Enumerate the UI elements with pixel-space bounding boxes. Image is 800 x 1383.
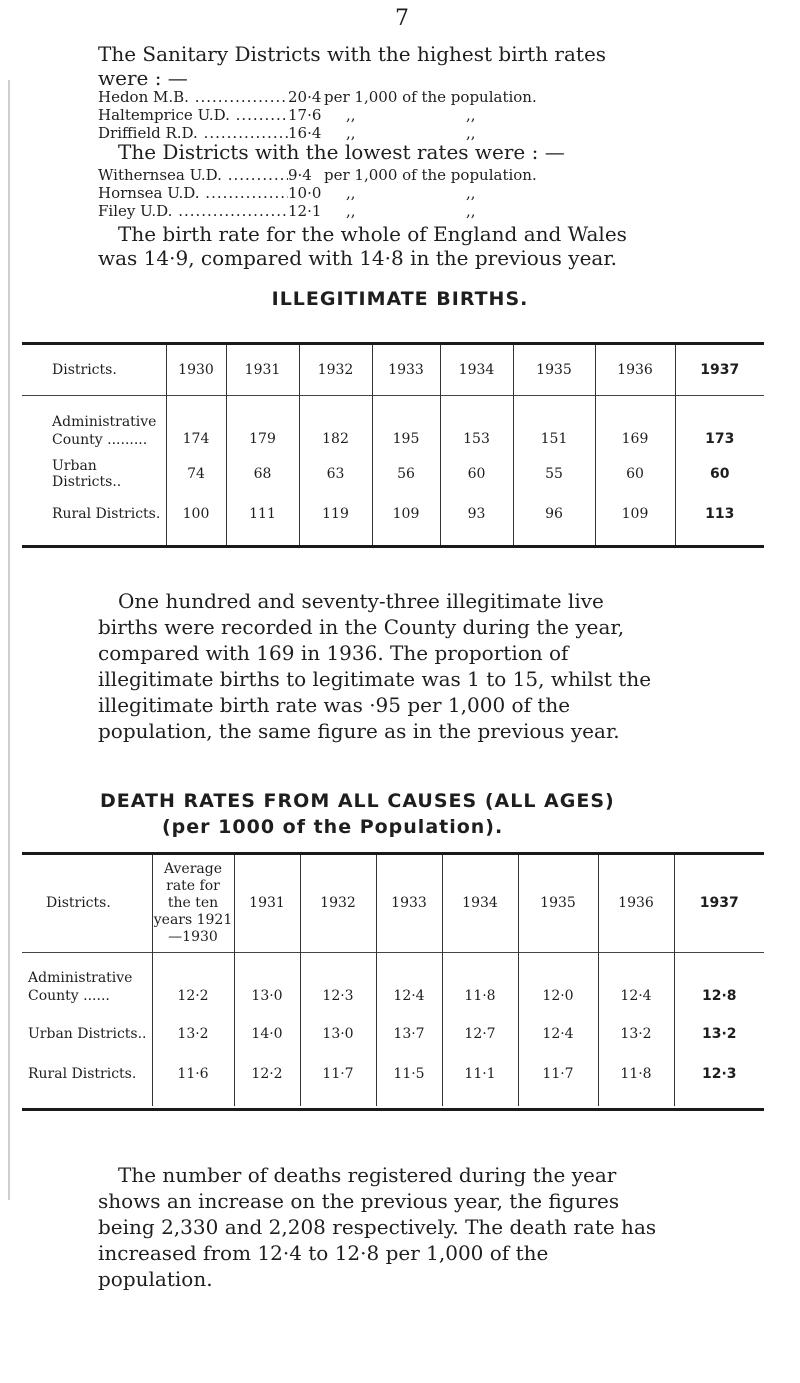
page-spine-shadow [8, 80, 10, 1200]
death-rates-table [22, 855, 764, 1106]
column-header: 1933 [372, 345, 440, 395]
death-rates-subheading: (per 1000 of the Population). [162, 816, 504, 838]
row-label: Urban Districts.. [22, 1012, 152, 1056]
table-header-row [22, 855, 764, 952]
table-cell: 12·0 [518, 952, 598, 1012]
table-cell: 12·7 [442, 1012, 518, 1056]
page-number: 7 [395, 6, 409, 31]
column-header: Districts. [22, 345, 166, 395]
table-cell: 13·0 [234, 952, 300, 1012]
table-cell: 119 [299, 495, 372, 545]
column-header: 1935 [513, 345, 595, 395]
table-cell: 60 [710, 466, 730, 482]
table-cell: 11·1 [442, 1056, 518, 1106]
table-row [22, 453, 764, 495]
table-cell: 11·8 [442, 952, 518, 1012]
ditto-mark: ,, [466, 124, 476, 142]
table-cell: 11·6 [152, 1056, 234, 1106]
row-label: Administrative County ......... [22, 395, 166, 453]
table-cell: 63 [299, 453, 372, 495]
list-item [98, 166, 624, 184]
rate-unit: per 1,000 of the population. [324, 166, 537, 184]
column-header: 1937 [699, 895, 739, 912]
ditto-mark: ,, [346, 202, 356, 220]
row-label: Rural Districts. [22, 1056, 152, 1106]
birth-rate-value: 12·1 [288, 202, 322, 220]
table-cell: 111 [226, 495, 299, 545]
highest-rates-intro: The Sanitary Districts with the highest birth rates were : — [98, 42, 607, 90]
column-header: 1936 [598, 855, 674, 952]
death-rates-heading: DEATH RATES FROM ALL CAUSES (ALL AGES) [100, 790, 615, 812]
table-cell: 68 [226, 453, 299, 495]
highest-rates-list [98, 88, 624, 142]
table-cell: 14·0 [234, 1012, 300, 1056]
birth-rate-value: 10·0 [288, 184, 322, 202]
table-cell: 12·4 [376, 952, 442, 1012]
table-cell: 12·4 [598, 952, 674, 1012]
death-rate-text: The number of deaths registered during the year shows an increase on the previous year, the figures being 2,330 and 2,208 respectively. The death rate has increased from 12·4 to 12·8 per 1,000 of the population. [98, 1163, 657, 1291]
row-label: Urban Districts.. [22, 453, 166, 495]
table-cell: 12·2 [234, 1056, 300, 1106]
column-header: 1931 [234, 855, 300, 952]
table-cell: 12·2 [152, 952, 234, 1012]
table-cell: 151 [513, 395, 595, 453]
ditto-mark: ,, [466, 202, 476, 220]
column-header: 1934 [442, 855, 518, 952]
table-cell: 13·7 [376, 1012, 442, 1056]
table-cell: 182 [299, 395, 372, 453]
rate-unit: per 1,000 of the population. [324, 88, 537, 106]
column-header: 1937 [700, 361, 740, 378]
list-item [98, 88, 624, 106]
table-row [22, 1012, 764, 1056]
list-item [98, 184, 624, 202]
district-name: Hornsea U.D. ..... [98, 184, 288, 202]
table-cell: 113 [705, 506, 735, 522]
list-item [98, 106, 624, 124]
district-name: Withernsea U.D. ..... [98, 166, 288, 184]
table-cell: 173 [705, 431, 735, 448]
ditto-mark: ,, [466, 106, 476, 124]
column-header: 1932 [299, 345, 372, 395]
table-cell: 12·4 [518, 1012, 598, 1056]
birth-rate-value: 20·4 [288, 88, 322, 106]
table-cell: 12·3 [701, 1066, 737, 1082]
table-header-row [22, 345, 764, 395]
table-cell: 12·3 [300, 952, 376, 1012]
district-name: Driffield R.D. ..... [98, 124, 288, 142]
ditto-mark: ,, [346, 184, 356, 202]
table-cell: 174 [166, 395, 226, 453]
row-label: Administrative County ...... [22, 952, 152, 1012]
table-cell: 13·2 [152, 1012, 234, 1056]
table-cell: 11·8 [598, 1056, 674, 1106]
ditto-mark: ,, [346, 124, 356, 142]
table-cell: 74 [166, 453, 226, 495]
table-cell: 169 [595, 395, 675, 453]
illegitimate-births-text: One hundred and seventy-three illegitimate live births were recorded in the County during the year, compared with 169 in 1936. The proportion of illegitimate births to legitimate was 1 to 15, whilst the illegitimate birth rate was ·95 per 1,000 of the population, the same figure as in the previous year. [98, 589, 652, 743]
birth-rate-value: 9·4 [288, 166, 312, 184]
table-row [22, 952, 764, 1012]
district-name: Haltemprice U.D. ..... [98, 106, 288, 124]
table-cell: 96 [513, 495, 595, 545]
table-cell: 11·5 [376, 1056, 442, 1106]
table-cell: 55 [513, 453, 595, 495]
table-cell: 11·7 [300, 1056, 376, 1106]
table-cell: 109 [595, 495, 675, 545]
list-item [98, 202, 624, 220]
table-cell: 60 [595, 453, 675, 495]
table-cell: 60 [440, 453, 513, 495]
table-cell: 12·8 [701, 988, 737, 1005]
table-cell: 195 [372, 395, 440, 453]
table-cell: 100 [166, 495, 226, 545]
table-cell: 179 [226, 395, 299, 453]
table-cell: 13·2 [598, 1012, 674, 1056]
ditto-mark: ,, [466, 184, 476, 202]
illegitimate-births-heading: ILLEGITIMATE BIRTHS. [271, 288, 529, 310]
column-header: 1933 [376, 855, 442, 952]
table-row [22, 495, 764, 545]
table-cell: 153 [440, 395, 513, 453]
ditto-mark: ,, [346, 106, 356, 124]
table-cell: 109 [372, 495, 440, 545]
table-bottom-rule [22, 545, 764, 548]
column-header: Districts. [22, 855, 152, 952]
column-header: 1932 [300, 855, 376, 952]
england-wales-birth-rate: The birth rate for the whole of England and Wales was 14·9, compared with 14·8 in the previous year. [98, 222, 627, 270]
lowest-rates-intro: The Districts with the lowest rates were : — [118, 140, 565, 164]
table-bottom-rule [22, 1108, 764, 1111]
district-name: Filey U.D. ..... [98, 202, 288, 220]
district-name: Hedon M.B. ..... [98, 88, 288, 106]
table-cell: 13·2 [701, 1026, 737, 1042]
birth-rate-value: 17·6 [288, 106, 322, 124]
table-cell: 93 [440, 495, 513, 545]
table-row [22, 395, 764, 453]
column-header: 1934 [440, 345, 513, 395]
column-header: Average rate for the ten years 1921—1930 [152, 855, 234, 952]
table-cell: 13·0 [300, 1012, 376, 1056]
illegitimate-births-table [22, 345, 764, 545]
table-cell: 56 [372, 453, 440, 495]
row-label: Rural Districts. [22, 495, 166, 545]
column-header: 1936 [595, 345, 675, 395]
table-cell: 11·7 [518, 1056, 598, 1106]
lowest-rates-list [98, 166, 624, 220]
birth-rate-value: 16·4 [288, 124, 322, 142]
column-header: 1931 [226, 345, 299, 395]
table-row [22, 1056, 764, 1106]
column-header: 1935 [518, 855, 598, 952]
column-header: 1930 [166, 345, 226, 395]
